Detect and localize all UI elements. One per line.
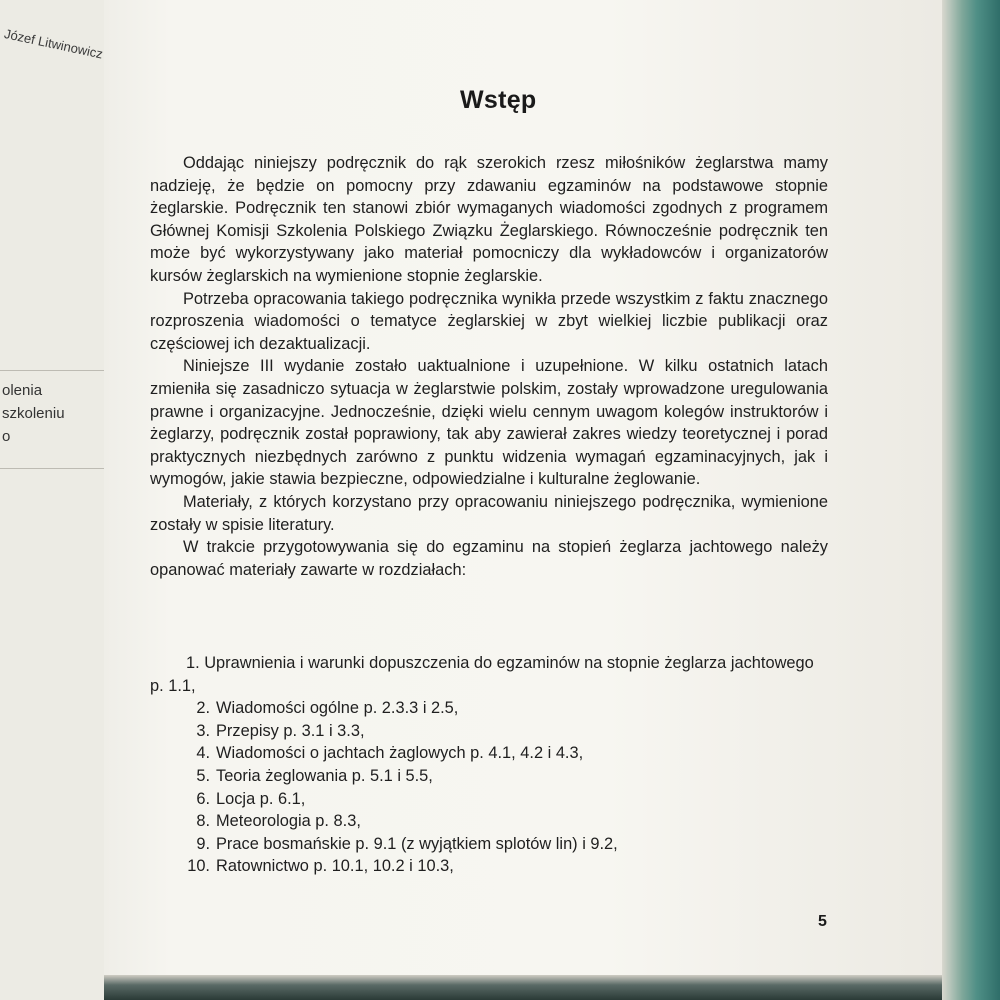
list-number: 10.	[187, 857, 210, 876]
list-item	[150, 855, 828, 878]
list-number: 9.	[196, 834, 210, 853]
list-number: 6.	[196, 789, 210, 808]
list-item	[150, 765, 828, 788]
list-text: Wiadomości o jachtach żaglowych p. 4.1, 4.2 i 4.3,	[216, 744, 584, 763]
left-fragment-2: szkoleniu	[2, 405, 65, 422]
paragraph: Materiały, z których korzystano przy opracowaniu niniejszego podręcznika, wymienione zostały w spisie literatury.	[150, 492, 828, 534]
list-item: 1. Uprawnienia i warunki dopuszczenia do egzaminów na stopnie żeglarza jachtowego p. 1.1,	[150, 654, 814, 695]
list-number: 4.	[196, 744, 210, 763]
chapter-list	[150, 652, 828, 878]
body-text	[150, 152, 828, 581]
list-text: Przepisy p. 3.1 i 3.3,	[216, 721, 365, 740]
list-number: 2.	[196, 699, 210, 718]
list-text: Ratownictwo p. 10.1, 10.2 i 10.3,	[216, 857, 454, 876]
author-name: Józef Litwinowicz	[2, 26, 105, 62]
list-number: 3.	[196, 721, 210, 740]
left-fragment-1: olenia	[2, 382, 43, 399]
left-fragment-3: o	[2, 428, 11, 445]
paragraph: Niniejsze III wydanie zostało uaktualnione i uzupełnione. W kilku ostatnich latach zmieniła się zasadniczo sytuacja w żeglarstwie polskim, zostały wprowadzone uregulowania prawne i organizacyjne. Jednocześnie, dzięki wielu cennym uwagom kolegów instruktorów i żeglarzy, podręcznik został poprawiony, tak aby zawierał zakres wiedzy teoretycznej i porad praktycznych niezbędnych zarówno z punktu widzenia wymagań egzaminacyjnych, jak i wymogów, jakie stawia bezpieczne, odpowiedzialne i kulturalne żeglowanie.	[150, 357, 828, 489]
paragraph: W trakcie przygotowywania się do egzaminu na stopień żeglarza jachtowego należy opanować materiały zawarte w rozdziałach:	[150, 538, 828, 579]
page-heading: Wstęp	[460, 86, 537, 114]
list-item	[150, 697, 828, 720]
page-number: 5	[818, 913, 827, 930]
list-item	[150, 788, 828, 811]
list-number: 5.	[196, 766, 210, 785]
list-item	[150, 810, 828, 833]
list-text: Teoria żeglowania p. 5.1 i 5.5,	[216, 766, 433, 785]
list-text: Meteorologia p. 8.3,	[216, 812, 361, 831]
list-number: 8.	[196, 812, 210, 831]
divider	[0, 468, 104, 469]
list-item	[150, 720, 828, 743]
left-page-edge	[0, 0, 105, 1000]
list-item	[150, 833, 828, 856]
list-text: Prace bosmańskie p. 9.1 (z wyjątkiem splotów lin) i 9.2,	[216, 834, 618, 853]
list-text: Locja p. 6.1,	[216, 789, 306, 808]
list-text: Wiadomości ogólne p. 2.3.3 i 2.5,	[216, 699, 459, 718]
book-cover-edge	[942, 0, 1000, 1000]
paragraph: Potrzeba opracowania takiego podręcznika wynikła przede wszystkim z faktu znacznego rozproszenia wiadomości o tematyce żeglarskiej w zbyt wielkiej liczbie publikacji oraz częściowej ich dezaktualizacji.	[150, 289, 828, 353]
book-bottom-edge	[104, 975, 942, 1000]
divider	[0, 370, 104, 371]
list-item	[150, 742, 828, 765]
paragraph: Oddając niniejszy podręcznik do rąk szerokich rzesz miłośników żeglarstwa mamy nadzieję, że będzie on pomocny przy zdawaniu egzaminów na podstawowe stopnie żeglarskie. Podręcznik ten stanowi zbiór wymaganych wiadomości zgodnych z programem Głównej Komisji Szkolenia Polskiego Związku Żeglarskiego. Równocześnie podręcznik ten może być wykorzystywany jako materiał pomocniczy dla wykładowców i organizatorów kursów żeglarskich na wymienione stopnie żeglarskie.	[150, 154, 828, 285]
